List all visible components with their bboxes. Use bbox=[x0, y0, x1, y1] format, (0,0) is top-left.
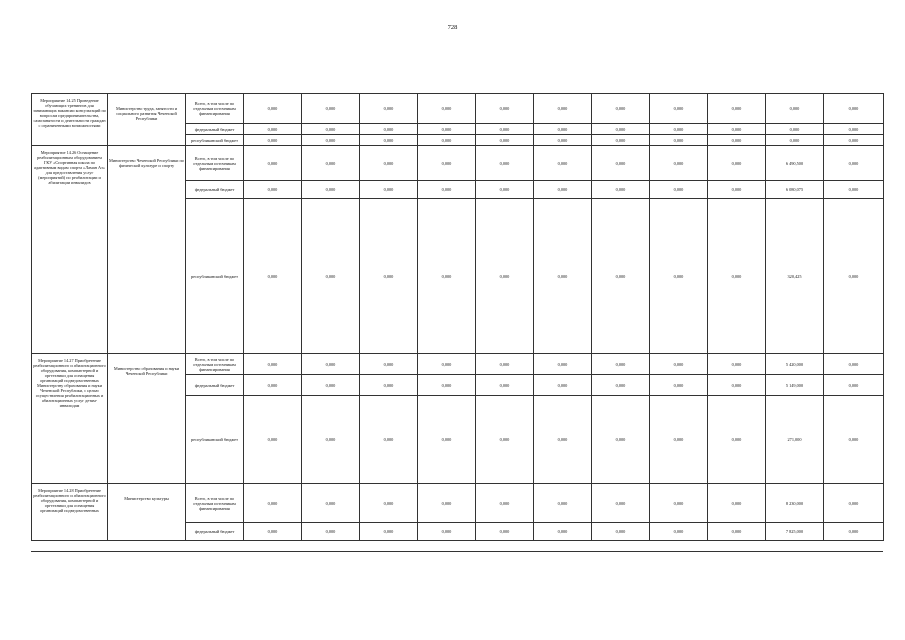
amount-cell: 0,000 bbox=[302, 354, 360, 375]
event-name-cell: Мероприятие 14.25 Проведение обучающих тренингов для занимающих вакансии консультаций по вопросам предпринимательства, самозанятости и деятельности граждан с ограниченными возможностями bbox=[32, 94, 108, 146]
amount-cell: 0,000 bbox=[534, 135, 592, 146]
amount-cell: 0,000 bbox=[418, 135, 476, 146]
amount-cell: 0,000 bbox=[650, 523, 708, 541]
table-cut-edge bbox=[31, 551, 883, 552]
amount-cell: 0,000 bbox=[418, 484, 476, 523]
event-name-cell: Мероприятие 14.26 Оснащение реабилитационным оборудованием ГКУ «Спортивная школа по адаптивным видам спорта «Ламан Аз» для предоставления услуг (мероприятий) по реабилитации и абилитации инвалидов bbox=[32, 146, 108, 354]
amount-cell: 0,000 bbox=[650, 396, 708, 484]
amount-cell: 0,000 bbox=[650, 354, 708, 375]
funding-source-cell: республиканский бюджет bbox=[186, 199, 244, 354]
executor-cell: Министерство культуры bbox=[108, 484, 186, 541]
amount-cell: 0,000 bbox=[244, 181, 302, 199]
amount-cell: 0,000 bbox=[824, 181, 884, 199]
amount-cell: 0,000 bbox=[244, 146, 302, 181]
amount-cell: 0,000 bbox=[302, 396, 360, 484]
amount-cell: 0,000 bbox=[534, 375, 592, 396]
amount-cell: 0,000 bbox=[534, 396, 592, 484]
amount-cell: 0,000 bbox=[708, 124, 766, 135]
amount-cell: 0,000 bbox=[708, 146, 766, 181]
amount-cell: 0,000 bbox=[534, 484, 592, 523]
amount-cell: 0,000 bbox=[244, 124, 302, 135]
amount-cell: 0,000 bbox=[650, 375, 708, 396]
amount-cell: 0,000 bbox=[824, 135, 884, 146]
funding-source-cell: федеральный бюджет bbox=[186, 375, 244, 396]
funding-source-cell: республиканский бюджет bbox=[186, 396, 244, 484]
amount-cell: 6 080,075 bbox=[766, 181, 824, 199]
event-name-cell: Мероприятие 14.28 Приобретение реабилитационного и абилитационного оборудования, компьютерной и оргтехники для оснащения организаций подведомственных bbox=[32, 484, 108, 541]
amount-cell: 0,000 bbox=[302, 94, 360, 124]
amount-cell: 0,000 bbox=[592, 146, 650, 181]
amount-cell: 0,000 bbox=[302, 181, 360, 199]
amount-cell: 0,000 bbox=[592, 523, 650, 541]
amount-cell: 0,000 bbox=[302, 146, 360, 181]
amount-cell: 5 149,000 bbox=[766, 375, 824, 396]
funding-source-cell: Всего, в том числе по отдельным источникам финансирования bbox=[186, 94, 244, 124]
amount-cell: 0,000 bbox=[360, 124, 418, 135]
amount-cell: 0,000 bbox=[244, 375, 302, 396]
amount-cell: 0,000 bbox=[534, 199, 592, 354]
amount-cell: 0,000 bbox=[476, 146, 534, 181]
amount-cell: 0,000 bbox=[360, 199, 418, 354]
table-row bbox=[32, 354, 884, 375]
event-name-cell: Мероприятие 14.27 Приобретение реабилитационного и абилитационного оборудования, компьютерной и оргтехники для оснащения организаций подведомственных Министерству образования и науки Чеченской Республики, с целью осуществления реабилитационных и абилитационных услуг детям-инвалидам bbox=[32, 354, 108, 484]
amount-cell: 0,000 bbox=[244, 523, 302, 541]
amount-cell: 0,000 bbox=[244, 199, 302, 354]
amount-cell: 0,000 bbox=[418, 375, 476, 396]
amount-cell: 5 420,000 bbox=[766, 354, 824, 375]
amount-cell: 0,000 bbox=[302, 199, 360, 354]
amount-cell: 0,000 bbox=[302, 124, 360, 135]
amount-cell: 0,000 bbox=[650, 135, 708, 146]
amount-cell: 7 825,000 bbox=[766, 523, 824, 541]
amount-cell: 0,000 bbox=[592, 354, 650, 375]
page-number: 728 bbox=[447, 24, 458, 31]
amount-cell: 0,000 bbox=[418, 396, 476, 484]
amount-cell: 0,000 bbox=[360, 523, 418, 541]
program-financing-table bbox=[31, 93, 884, 541]
amount-cell: 0,000 bbox=[534, 124, 592, 135]
amount-cell: 0,000 bbox=[708, 484, 766, 523]
amount-cell: 0,000 bbox=[766, 135, 824, 146]
table-row bbox=[32, 484, 884, 523]
amount-cell: 0,000 bbox=[708, 199, 766, 354]
amount-cell: 0,000 bbox=[824, 94, 884, 124]
amount-cell: 0,000 bbox=[592, 135, 650, 146]
amount-cell: 0,000 bbox=[592, 124, 650, 135]
amount-cell: 0,000 bbox=[360, 94, 418, 124]
amount-cell: 0,000 bbox=[418, 181, 476, 199]
amount-cell: 8 230,000 bbox=[766, 484, 824, 523]
funding-source-cell: республиканский бюджет bbox=[186, 135, 244, 146]
amount-cell: 0,000 bbox=[650, 484, 708, 523]
funding-source-cell: федеральный бюджет bbox=[186, 124, 244, 135]
amount-cell: 0,000 bbox=[650, 146, 708, 181]
amount-cell: 0,000 bbox=[302, 135, 360, 146]
amount-cell: 0,000 bbox=[824, 523, 884, 541]
amount-cell: 0,000 bbox=[650, 94, 708, 124]
amount-cell: 0,000 bbox=[476, 396, 534, 484]
amount-cell: 0,000 bbox=[418, 146, 476, 181]
amount-cell: 0,000 bbox=[708, 396, 766, 484]
amount-cell: 0,000 bbox=[244, 484, 302, 523]
amount-cell: 0,000 bbox=[534, 146, 592, 181]
amount-cell: 0,000 bbox=[534, 181, 592, 199]
amount-cell: 0,000 bbox=[476, 484, 534, 523]
amount-cell: 0,000 bbox=[650, 199, 708, 354]
funding-source-cell: Всего, в том числе по отдельным источникам финансирования bbox=[186, 146, 244, 181]
amount-cell: 0,000 bbox=[766, 94, 824, 124]
amount-cell: 320,425 bbox=[766, 199, 824, 354]
amount-cell: 0,000 bbox=[476, 354, 534, 375]
amount-cell: 0,000 bbox=[824, 146, 884, 181]
amount-cell: 0,000 bbox=[360, 354, 418, 375]
amount-cell: 0,000 bbox=[476, 124, 534, 135]
amount-cell: 0,000 bbox=[708, 135, 766, 146]
amount-cell: 0,000 bbox=[708, 354, 766, 375]
amount-cell: 0,000 bbox=[418, 94, 476, 124]
amount-cell: 0,000 bbox=[824, 396, 884, 484]
table-row bbox=[32, 146, 884, 181]
amount-cell: 0,000 bbox=[476, 523, 534, 541]
funding-source-cell: федеральный бюджет bbox=[186, 523, 244, 541]
amount-cell: 0,000 bbox=[418, 354, 476, 375]
amount-cell: 0,000 bbox=[534, 94, 592, 124]
amount-cell: 0,000 bbox=[418, 199, 476, 354]
executor-cell: Министерство труда, занятости и социального развития Чеченской Республики bbox=[108, 94, 186, 146]
amount-cell: 0,000 bbox=[418, 523, 476, 541]
amount-cell: 6 490,500 bbox=[766, 146, 824, 181]
amount-cell: 0,000 bbox=[476, 375, 534, 396]
amount-cell: 271,000 bbox=[766, 396, 824, 484]
executor-cell: Министерство образования и науки Чеченской Республики bbox=[108, 354, 186, 484]
amount-cell: 0,000 bbox=[360, 396, 418, 484]
amount-cell: 0,000 bbox=[302, 375, 360, 396]
funding-source-cell: Всего, в том числе по отдельным источникам финансирования bbox=[186, 484, 244, 523]
amount-cell: 0,000 bbox=[476, 135, 534, 146]
amount-cell: 0,000 bbox=[360, 375, 418, 396]
amount-cell: 0,000 bbox=[824, 354, 884, 375]
amount-cell: 0,000 bbox=[360, 181, 418, 199]
amount-cell: 0,000 bbox=[476, 94, 534, 124]
amount-cell: 0,000 bbox=[592, 94, 650, 124]
amount-cell: 0,000 bbox=[534, 354, 592, 375]
amount-cell: 0,000 bbox=[650, 181, 708, 199]
funding-source-cell: Всего, в том числе по отдельным источникам финансирования bbox=[186, 354, 244, 375]
amount-cell: 0,000 bbox=[650, 124, 708, 135]
amount-cell: 0,000 bbox=[708, 181, 766, 199]
funding-source-cell: федеральный бюджет bbox=[186, 181, 244, 199]
amount-cell: 0,000 bbox=[244, 354, 302, 375]
amount-cell: 0,000 bbox=[302, 523, 360, 541]
amount-cell: 0,000 bbox=[534, 523, 592, 541]
amount-cell: 0,000 bbox=[824, 484, 884, 523]
amount-cell: 0,000 bbox=[824, 124, 884, 135]
amount-cell: 0,000 bbox=[244, 396, 302, 484]
amount-cell: 0,000 bbox=[766, 124, 824, 135]
amount-cell: 0,000 bbox=[360, 484, 418, 523]
amount-cell: 0,000 bbox=[592, 181, 650, 199]
amount-cell: 0,000 bbox=[592, 484, 650, 523]
amount-cell: 0,000 bbox=[592, 375, 650, 396]
amount-cell: 0,000 bbox=[360, 146, 418, 181]
amount-cell: 0,000 bbox=[302, 484, 360, 523]
amount-cell: 0,000 bbox=[592, 199, 650, 354]
amount-cell: 0,000 bbox=[476, 181, 534, 199]
amount-cell: 0,000 bbox=[592, 396, 650, 484]
amount-cell: 0,000 bbox=[244, 135, 302, 146]
amount-cell: 0,000 bbox=[824, 375, 884, 396]
amount-cell: 0,000 bbox=[476, 199, 534, 354]
table-row bbox=[32, 94, 884, 124]
amount-cell: 0,000 bbox=[360, 135, 418, 146]
amount-cell: 0,000 bbox=[824, 199, 884, 354]
amount-cell: 0,000 bbox=[244, 94, 302, 124]
amount-cell: 0,000 bbox=[418, 124, 476, 135]
executor-cell: Министерство Чеченской Республики по физической культуре и спорту bbox=[108, 146, 186, 354]
amount-cell: 0,000 bbox=[708, 375, 766, 396]
amount-cell: 0,000 bbox=[708, 94, 766, 124]
amount-cell: 0,000 bbox=[708, 523, 766, 541]
